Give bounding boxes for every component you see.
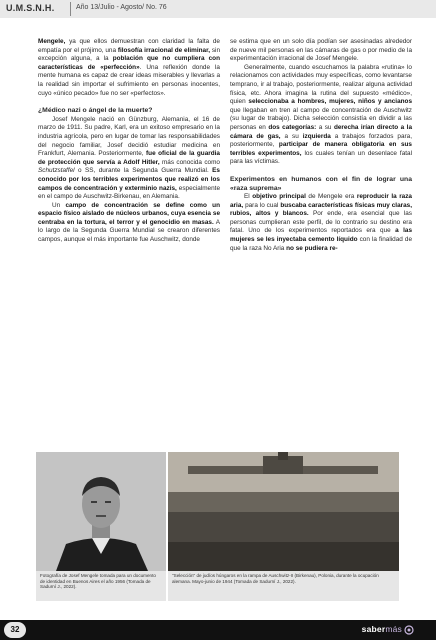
text: para lo cual: [243, 201, 281, 209]
paragraph: se estima que en un solo día podían ser asesinadas alrededor de nueve mil personas en las cámaras de gas o por medio de la experimentación irracional de Josef Mengele.: [230, 38, 412, 63]
text: a su: [280, 132, 303, 140]
text: Por ende, era esencial que las personas cumplieran este perfil, de lo contrario su destino era fatal. Uno de los experimentos reportados era que: [230, 210, 413, 235]
bold-text: seleccionaba a hombres, mujeres, niños y ancianos: [248, 98, 412, 106]
portrait-illustration: [36, 452, 166, 571]
text: . Una reflexión donde la mente humana es capaz de crear ideas miserables y llevarlas a la realidad sin importar el sufrimiento en personas inocentes, cuyo «único pecado» fue no ser «perfectos».: [38, 63, 220, 97]
text: o SS, durante la Segunda Guerra Mundial.: [74, 167, 213, 175]
text: que llegaban en tren al campo de concentración de Auschwitz (su lugar de trabajo). Dicha selección consistía en dividir a las personas en: [230, 106, 412, 131]
bold-text: no se pudiera re-: [286, 244, 338, 252]
footer-brand: [362, 624, 402, 634]
brand-accent-text: más: [385, 624, 402, 634]
section-heading: Experimentos en humanos con el fin de lograr una «raza suprema»: [230, 175, 412, 192]
text: más conocida como: [159, 158, 220, 166]
paragraph: [230, 193, 412, 253]
mengele-portrait-photo: [36, 452, 166, 571]
text: Un: [52, 201, 66, 209]
right-column: [230, 38, 412, 253]
bold-text: Mengele,: [38, 38, 66, 45]
text: con la finalidad de que la raza No Aria: [230, 236, 413, 252]
header-divider: [70, 2, 71, 16]
text: Generalmente, cuando escuchamos la palabra «rutina» lo relacionamos con actividades muy específicas, como levantarse temprano, ir al trabajo, posteriormente, realizar alguna actividad física, etc. Ahora imagina la rutina del supuesto «médico», quien: [230, 63, 412, 106]
bold-text: campo de concentración se define como un espacio físico aislado de núcleos urbanos, cuya esencia se centraba en la tortura, el terror y el genocidio en masas.: [38, 201, 220, 226]
bold-text: buscaba características físicas muy claras, rubios, altos y blancos.: [230, 201, 412, 218]
saber-mas-logo-icon: [404, 625, 414, 635]
bold-text: población que no cumpliera con características de «perfección»: [38, 55, 220, 71]
text: Josef Mengele nació en Günzburg, Alemania, el 16 de marzo de 1911. Su padre, Karl, era un exitoso empresario en la industria agrícola, pero en lugar de tomar las responsabilidades del negocio familiar, Josef decidió estudiar medicina en Frankfurt, Alemania. Posteriormente,: [38, 115, 220, 158]
text: ya que ellos demuestran con claridad la falta de empatía por el prójimo, una: [38, 38, 220, 54]
section-heading: ¿Médico nazi o ángel de la muerte?: [38, 107, 153, 115]
bold-text: filosofía irracional de eliminar,: [117, 46, 210, 54]
text: sin excepción alguna, a la: [38, 46, 220, 63]
bold-text: derecha irían directo a la cámara de gas,: [230, 123, 412, 140]
page-number: 32: [4, 622, 26, 638]
photo-caption: Fotografía de Josef Mengele tomada para un documento de identidad en Buenos Aires el año 1956 (Tomada de Sadurní J., 2022).: [36, 571, 166, 601]
brand-text: saber: [361, 624, 386, 634]
italic-text: Schutzstaffel: [38, 167, 75, 175]
bold-text: reproducir la raza aria,: [230, 193, 412, 209]
text: los cuales tenían un desenlace fatal para las víctimas.: [230, 149, 412, 166]
paragraph: [38, 202, 220, 245]
bold-text: objetivo principal: [252, 193, 306, 201]
auschwitz-selection-photo: [168, 452, 399, 571]
paragraph: [38, 116, 220, 202]
text: a trabajos forzados para, posteriormente,: [230, 132, 412, 149]
text: A lo largo de la Segunda Guerra Mundial se crearon diferentes campos, aunque el más importante fue Auschwitz, donde: [38, 218, 220, 244]
bold-text: participar de manera obligatoria en sus terribles experimentos,: [230, 141, 412, 157]
bold-text: a las mujeres se les inyectaba cemento líquido: [230, 227, 412, 244]
photo-caption: "Selección" de judíos húngaros en la rampa de Auschwitz-II (Birkenau), Polonia, durante la ocupación alemana. Mayo-junio de 1944 (Tomada de Sadurní J., 2022).: [168, 571, 399, 601]
paragraph: [38, 38, 220, 98]
bold-text: dos categorías:: [268, 123, 317, 131]
page-header: [0, 0, 436, 18]
text: a su: [316, 123, 334, 131]
paragraph: [230, 64, 412, 167]
crowd-illustration: [168, 452, 399, 571]
text: de Mengele era: [305, 193, 357, 201]
text: El: [244, 193, 253, 201]
left-column: [38, 38, 220, 245]
bold-text: izquierda: [302, 132, 331, 140]
bold-text: fue oficial de la guardia de protección que servía a Adolf Hitler,: [38, 150, 220, 166]
issue-info: Año 13/Julio - Agosto/ No. 76: [76, 4, 167, 11]
text: especialmente en el campo de Auschwitz-Birkenau, en Alemania.: [38, 184, 220, 201]
bold-text: Es conocido por los terribles experimentos que realizó en los campos de concentración y exterminio nazis,: [38, 167, 220, 192]
journal-brand: U.M.S.N.H.: [6, 3, 55, 13]
